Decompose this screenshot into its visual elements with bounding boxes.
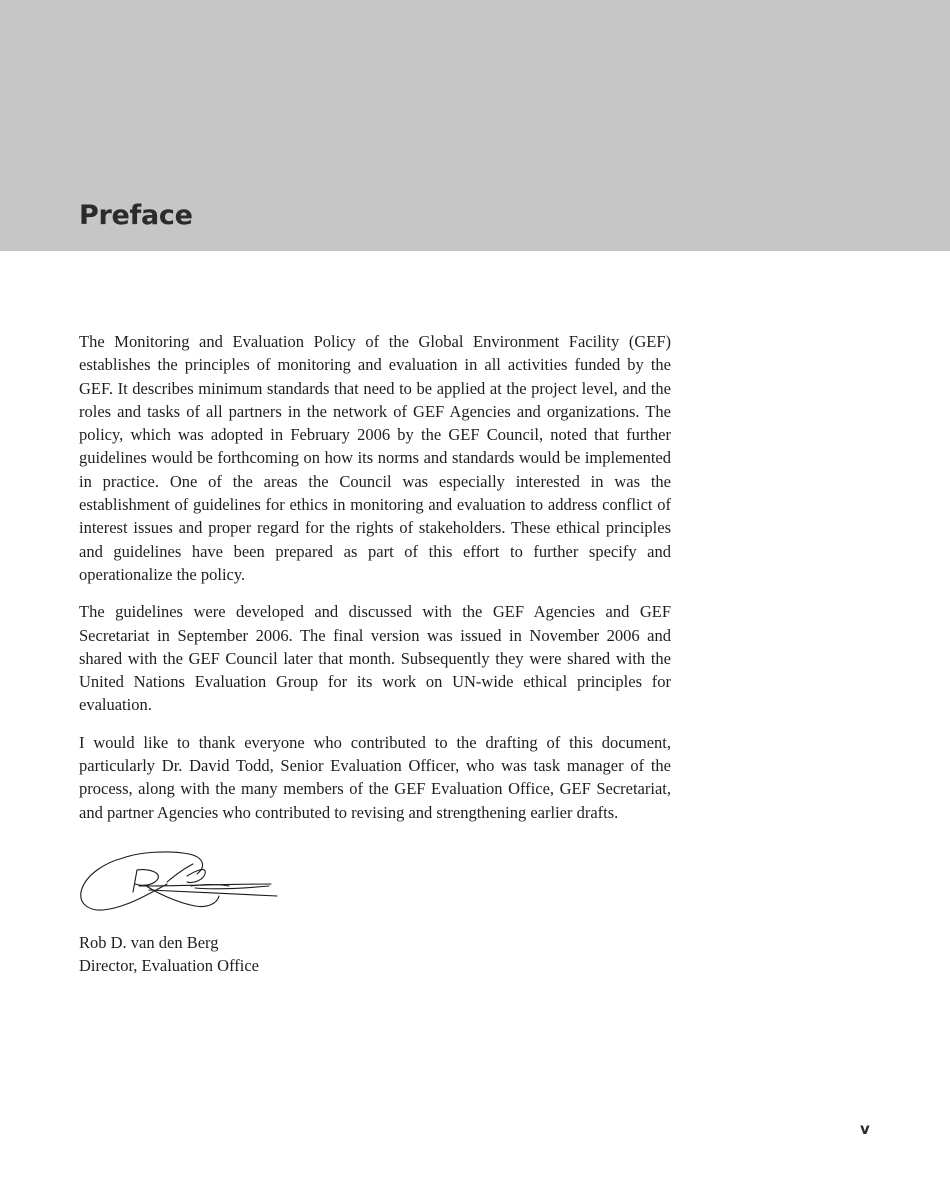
paragraph-3: I would like to thank everyone who contributed to the drafting of this document, particularly Dr. David Todd, Senior Evaluation Officer, who was task manager of the process, along with the many members of the GEF Evaluation Office, GEF Secretariat, and partner Agencies who contributed to revising and strengthening earlier drafts. (79, 732, 671, 822)
paragraph-1: The Monitoring and Evaluation Policy of the Global Environment Facility (GEF) establishes the principles of monitoring and evaluation in all activities funded by the GEF. It describes minimum standards that need to be applied at the project level, and the roles and tasks of all partners in the network of GEF Agencies and organizations. The policy, which was adopted in February 2006 by the GEF Council, noted that further guidelines would be forthcoming on how its norms and standards would be implemented in practice. One of the areas the Council was especially interested in was the establishment of guidelines for ethics in monitoring and evaluation to address conflict of interest issues and proper regard for the rights of stakeholders. These ethical principles and guidelines have been prepared as part of this effort to further specify and operationalize the policy. (79, 332, 671, 584)
page-title: Preface (79, 200, 193, 231)
paragraph-2: The guidelines were developed and discussed with the GEF Agencies and GEF Secretariat in September 2006. The final version was issued in November 2006 and shared with the GEF Council later that month. Subsequently they were shared with the United Nations Evaluation Group for its work on UN-wide ethical principles for evaluation. (79, 602, 671, 715)
signature-icon (79, 848, 281, 914)
page-number: v (860, 1120, 870, 1138)
header-band (0, 0, 950, 251)
preface-body (79, 330, 671, 838)
signatory (79, 931, 259, 978)
signatory-role: Director, Evaluation Office (79, 956, 260, 976)
signatory-name: Rob D. van den Berg (79, 933, 219, 952)
